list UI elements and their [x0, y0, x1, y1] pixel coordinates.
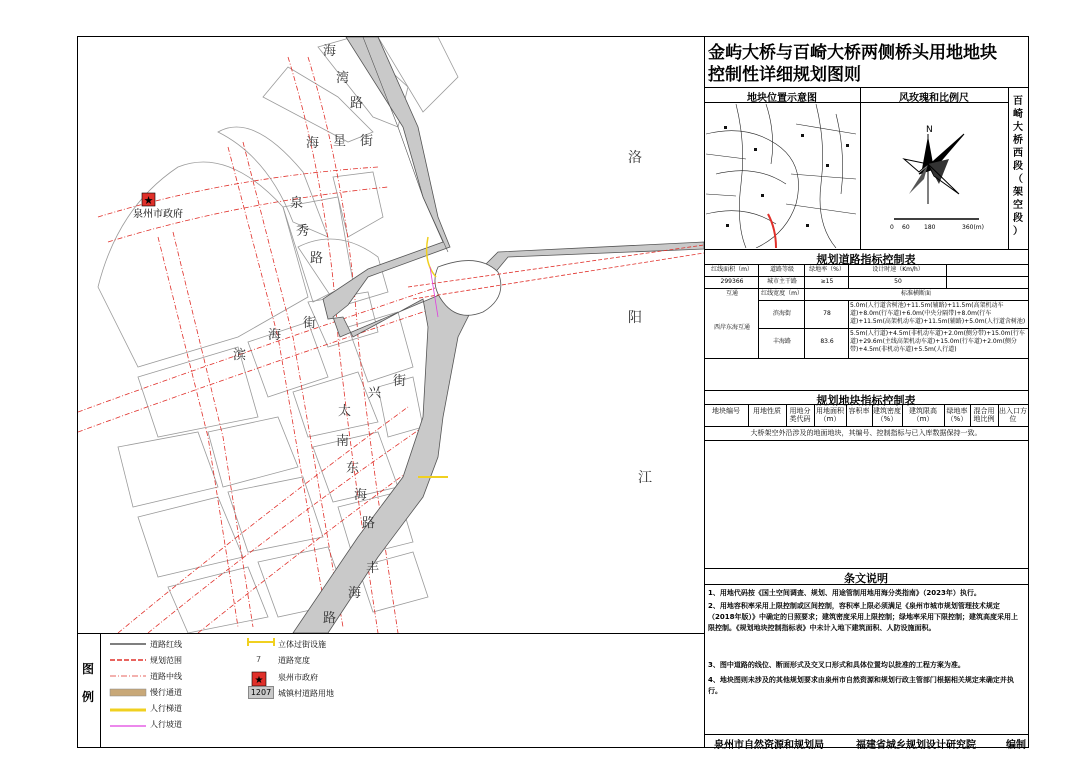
legend-swatches-1: [108, 639, 148, 739]
road-header: 道路等级: [769, 266, 794, 273]
plot-header: 建筑限高（m）: [909, 407, 937, 423]
road-char: 星: [333, 134, 347, 149]
river-char-3: 江: [638, 470, 652, 486]
scale-label: 360(m): [962, 224, 984, 231]
footer-editor: 福建省城乡规划设计研究院: [856, 740, 976, 751]
road-char: 海: [354, 488, 368, 503]
legend-item: 慢行通道: [150, 688, 182, 697]
segment-label-char: 崎: [1013, 109, 1023, 120]
svg-text:★: ★: [254, 675, 264, 686]
river-char-2: 阳: [628, 310, 642, 326]
north-label: N: [926, 125, 933, 135]
legend-item: 人行梯道: [150, 704, 182, 713]
footer-org: 泉州市自然资源和规划局: [714, 740, 824, 751]
segment-label-char: （: [1013, 174, 1023, 185]
road-header: 红线面积（m）: [711, 266, 753, 273]
note-item: 3、图中道路的线位、断面形式及交叉口形式和具体位置均以批准的工程方案为准。: [708, 661, 965, 669]
legend-item: 城镇村道路用地: [278, 689, 334, 698]
road-header: 设计时速（Km/h）: [872, 266, 924, 273]
road-table-title: 规划道路指标控制表: [816, 253, 916, 266]
plot-col-divider: [872, 404, 873, 426]
river-char-1: 洛: [628, 150, 642, 166]
road-char: 东: [346, 461, 360, 476]
plan-map[interactable]: [78, 37, 704, 633]
road-section: 5.0m(人行道含树池)+11.5m(辅路)+11.5m(高架机动车道)+8.0m(行车道)+6.0m(中央分隔带)+8.0m(行车道)+11.5m(高架机动车道)+11.5m(辅路)+5.0m(人行道含树池): [850, 302, 1026, 325]
road-char: 泉: [290, 196, 304, 211]
plot-col-divider: [902, 404, 903, 426]
legend-item: 泉州市政府: [278, 673, 318, 682]
road-section: 5.5m(人行道)+4.5m(非机动车道)+2.0m(侧分带)+15.0m(行车道)+29.6m(主线高架机动车道)+15.0m(行车道)+2.0m(侧分带)+4.5m(非机动车道)+5.5m(人行道): [850, 330, 1025, 353]
plot-table-note: 大桥架空外沿涉及的地面地块，其编号、控制指标与已入库数据保持一致。: [750, 429, 982, 437]
legend-item: 道路红线: [150, 640, 182, 649]
plot-col-divider: [814, 404, 815, 426]
legend-item: 立体过街设施: [278, 640, 326, 649]
legend-label-1: 图: [82, 662, 95, 676]
road-char: 路: [310, 251, 324, 266]
segment-label-char: 西: [1013, 148, 1023, 159]
road-char: 湾: [336, 71, 350, 86]
road-subheader: 标准横断面: [900, 290, 931, 297]
segment-label-char: 段: [1013, 213, 1023, 224]
road-char: 路: [323, 611, 337, 626]
legend-item: 道路中线: [150, 672, 182, 681]
plot-col-divider: [786, 404, 787, 426]
road-value: ≥15: [820, 278, 834, 285]
legend-item: 人行坡道: [150, 720, 182, 729]
road-char: 海: [306, 136, 320, 151]
segment-label-char: 桥: [1013, 135, 1023, 146]
location-map-title: 地块位置示意图: [747, 93, 817, 104]
footer-suffix: 编制: [1006, 740, 1026, 751]
segment-label-char: 空: [1013, 200, 1023, 211]
plot-header: 容积率: [848, 407, 870, 415]
plot-table-title: 规划地块指标控制表: [816, 394, 916, 407]
plot-col-divider: [944, 404, 945, 426]
svg-text:7: 7: [256, 655, 262, 664]
road-char: 南: [336, 434, 350, 449]
interchange-name: 西岸东海互通: [713, 324, 750, 331]
road-width: 78: [823, 310, 831, 317]
legend: [78, 633, 704, 748]
segment-label-char: ）: [1013, 226, 1023, 237]
legend-item: 道路宽度: [278, 656, 310, 665]
segment-label-char: 段: [1013, 161, 1023, 172]
segment-label-char: 大: [1013, 122, 1023, 133]
road-char: 海: [323, 44, 337, 59]
road-name: 滨海街: [772, 310, 791, 317]
road-char: 街: [393, 374, 407, 389]
road-value: 城市主干路: [766, 278, 797, 285]
road-value: 299366: [720, 278, 744, 285]
segment-label-char: 百: [1013, 96, 1023, 107]
wind-rose: [864, 104, 1006, 248]
svg-text:★: ★: [143, 194, 154, 207]
road-width: 83.6: [820, 338, 834, 345]
legend-item: 规划范围: [150, 656, 182, 665]
road-char: 太: [338, 404, 352, 419]
road-value: 50: [894, 278, 902, 285]
road-char: 海: [268, 328, 282, 343]
plot-header: 用地性质: [753, 407, 781, 415]
plot-col-divider: [748, 404, 749, 426]
river-labels: [628, 150, 652, 486]
legend-swatches-2: [246, 636, 276, 716]
plot-col-divider: [970, 404, 971, 426]
scale-label: 60: [902, 224, 910, 231]
plot-header: 绿地率（%）: [946, 407, 968, 423]
road-char: 海: [348, 586, 362, 601]
road-name: 丰海路: [772, 338, 791, 345]
road-char: 街: [360, 134, 374, 149]
plot-header: 建筑密度（%）: [873, 407, 901, 423]
govt-marker: [142, 193, 155, 207]
road-char: 丰: [366, 561, 380, 576]
road-header: 绿地率（%）: [809, 266, 845, 273]
road-char: 街: [303, 316, 317, 331]
wind-rose-title: 风玫瑰和比例尺: [899, 93, 969, 104]
plot-header: 混合用地比例: [973, 407, 995, 423]
plot-col-divider: [998, 404, 999, 426]
plot-header: 用地面积（m）: [816, 407, 844, 423]
govt-label: 泉州市政府: [133, 209, 183, 220]
road-subheader: 红线宽度（m）: [761, 290, 803, 297]
road-char: 滨: [233, 348, 247, 363]
plan-map-svg: [78, 37, 704, 633]
segment-label-char: 架: [1013, 187, 1023, 198]
road-subheader: 互通: [725, 290, 738, 297]
road-char: 路: [362, 516, 376, 531]
road-char: 路: [350, 96, 364, 111]
plot-col-divider: [846, 404, 847, 426]
scale-label: 0: [890, 224, 894, 231]
notes-title: 条文说明: [844, 572, 888, 585]
road-char: 兴: [368, 386, 382, 401]
road-char: 秀: [296, 224, 310, 239]
note-item: 4、地块图则未涉及的其他规划要求由泉州市自然资源和规划行政主管部门根据相关规定来确定并执行。: [708, 676, 1014, 695]
note-item: 2、用地容积率采用上限控制或区间控制，容积率上限必须满足《泉州市城市规划管理技术规定（2018年版）》中确定的日照要求；建筑密度采用上限控制；绿地率采用下限控制；建筑高度采用上限控制。《规划地块控制指标表》中未计入地下建筑面积、人防设施面积。: [708, 602, 1018, 632]
plot-header: 地块编号: [712, 407, 740, 415]
highway-band: [293, 37, 704, 633]
plot-header: 用地分类代码: [789, 407, 811, 423]
note-item: 1、用地代码按《国土空间调查、规划、用途管制用地用海分类指南》（2023年）执行。: [708, 589, 981, 597]
plot-header: 出入口方位: [999, 407, 1027, 423]
scale-label: 180: [924, 224, 936, 231]
location-map: [706, 104, 858, 248]
legend-label-2: 例: [82, 690, 95, 704]
legend-roadland-code: 1207: [248, 686, 274, 699]
sheet-title: 金屿大桥与百崎大桥两侧桥头用地地块控制性详细规划图则: [708, 43, 997, 85]
